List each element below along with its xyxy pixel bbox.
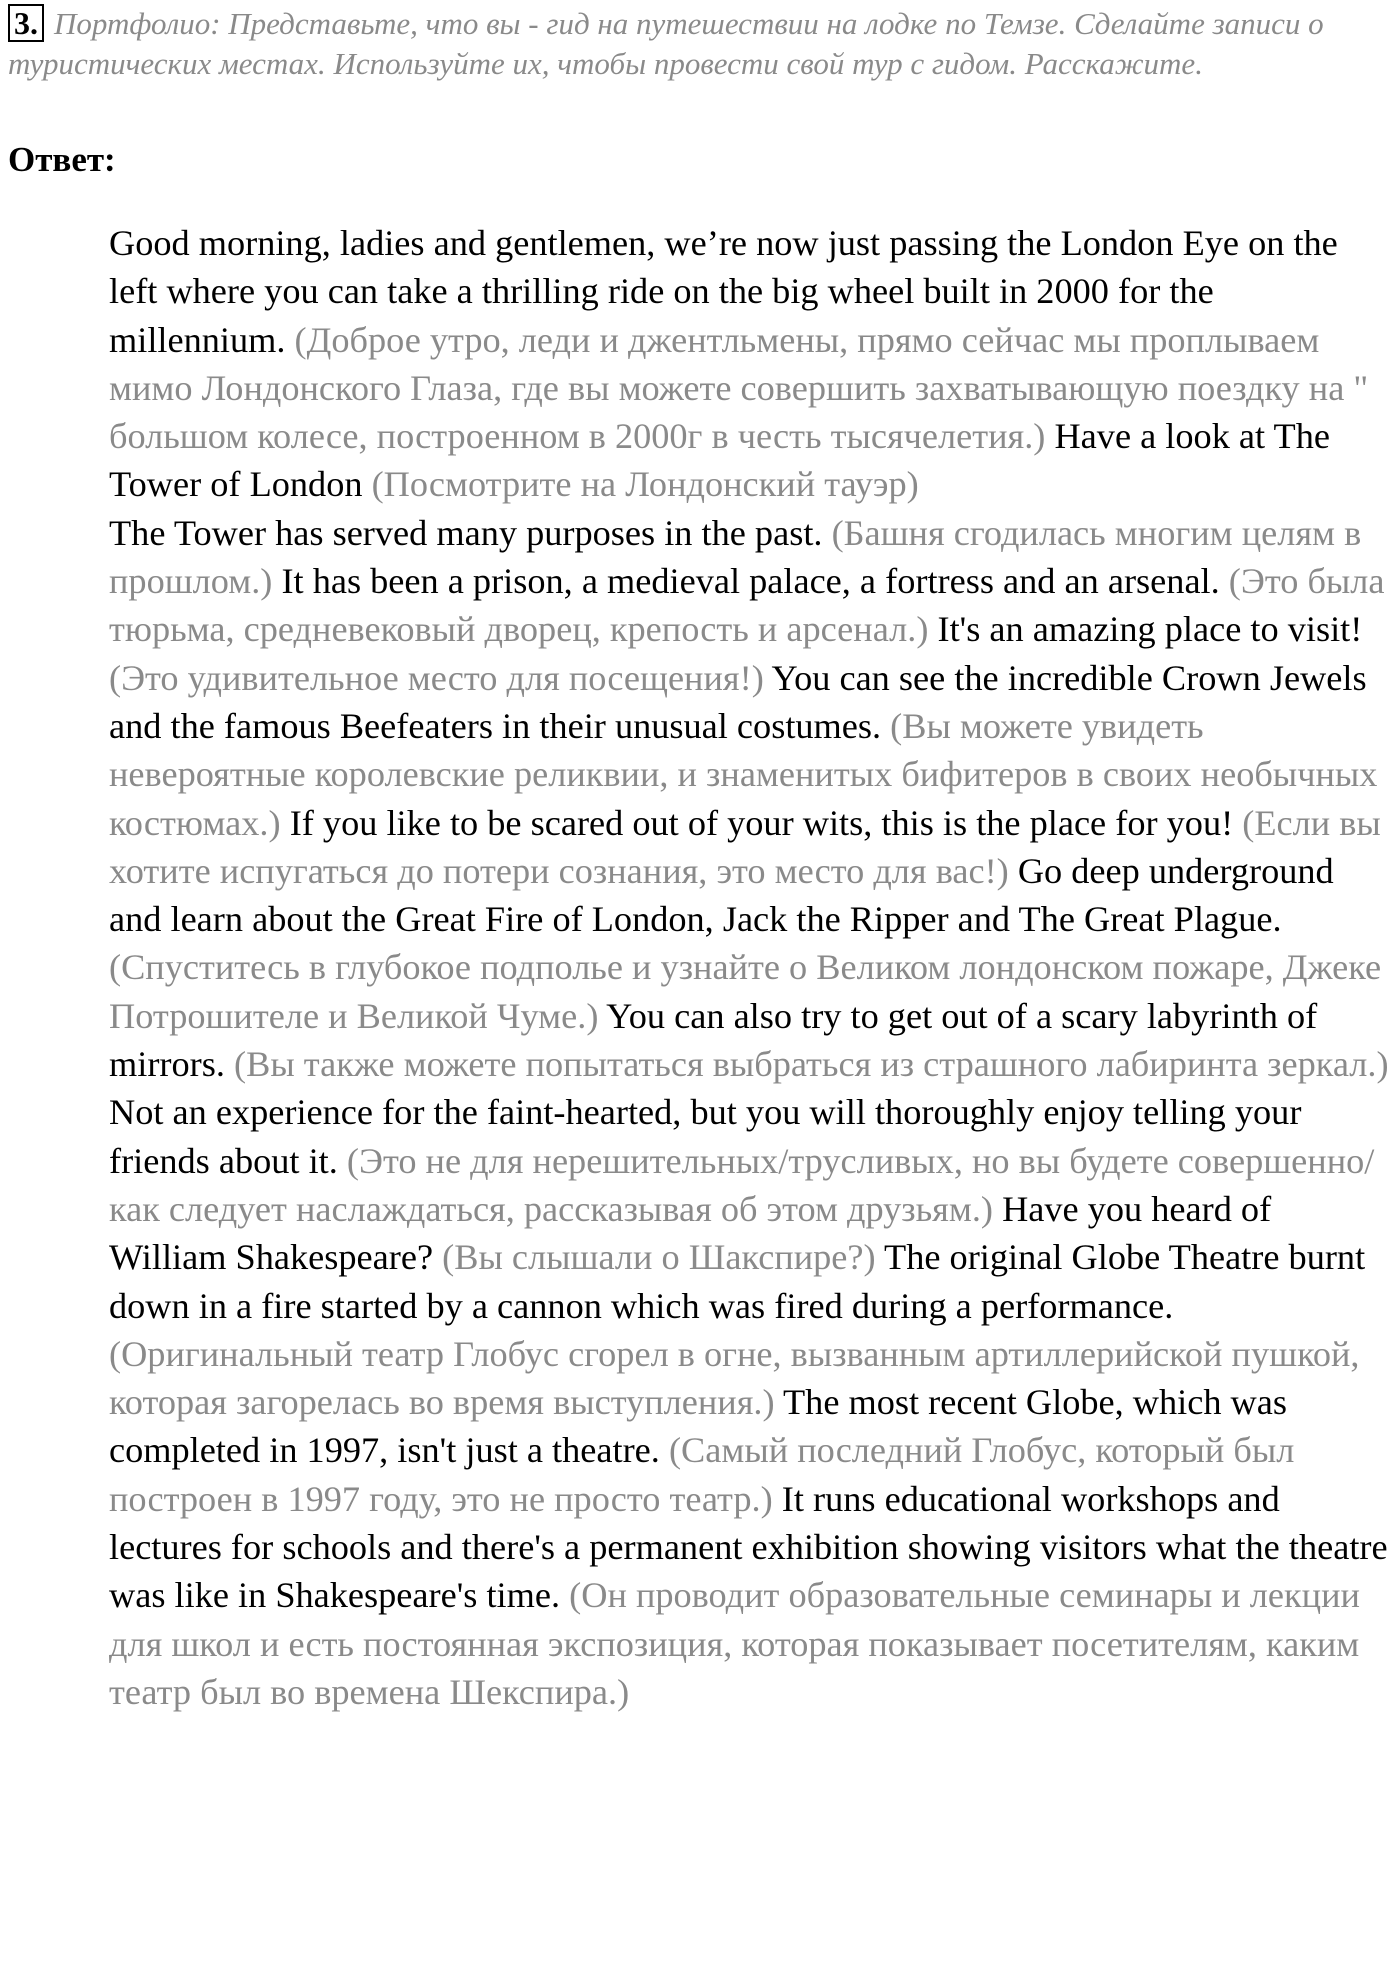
ru-translation: (Доброе утро, леди и джентльмены, прямо сейчас мы проплываем мимо Лондонского Глаза, где вы можете совершить захватывающую поездку на " большом колесе, построенном в 2000г в честь тысячелетия.): [109, 319, 1369, 457]
answer-text: [109, 219, 1394, 1716]
en-sentence: It's an amazing place to visit!: [937, 609, 1363, 650]
en-sentence: The original Globe Theatre burnt down in a fire started by a cannon which was fired during a performance.: [109, 1237, 1366, 1326]
en-sentence: Good morning, ladies and gentlemen, we’re now just passing the London Eye on the left where you can take a thrilling ride on the big wheel built in 2000 for the millennium.: [109, 223, 1338, 360]
task-number: 3.: [8, 4, 44, 42]
ru-translation: (Вы также можете попытаться выбраться из страшного лабиринта зеркал.): [234, 1044, 1389, 1085]
en-sentence: Not an experience for the faint-hearted, but you will thoroughly enjoy telling your friends about it.: [109, 1092, 1302, 1181]
ru-translation: (Вы можете увидеть невероятные королевские реликвии, и знаменитых бифитеров в своих необычных костюмах.): [109, 705, 1378, 843]
en-sentence: You can also try to get out of a scary labyrinth of mirrors.: [109, 995, 1318, 1085]
ru-translation: (Если вы хотите испугаться до потери сознания, это место для вас!): [109, 802, 1381, 891]
ru-translation: (Это не для нерешительных/трусливых, но вы будете совершенно/как следует наслаждаться, рассказывая об этом друзьям.): [109, 1140, 1375, 1229]
en-sentence: Go deep underground and learn about the Great Fire of London, Jack the Ripper and The Great Plague.: [109, 850, 1334, 940]
ru-translation: (Оригинальный театр Глобус сгорел в огне, вызванным артиллерийской пушкой, которая загорелась во время выступления.): [109, 1333, 1360, 1423]
ru-translation: (Посмотрите на Лондонский тауэр): [371, 464, 919, 505]
en-sentence: The most recent Globe, which was completed in 1997, isn't just a theatre.: [109, 1382, 1287, 1471]
ru-translation: (Спуститесь в глубокое подполье и узнайте о Великом лондонском пожаре, Джеке Потрошителе и Великой Чуме.): [109, 947, 1382, 1036]
ru-translation: (Самый последний Глобус, который был построен в 1997 году, это не просто театр.): [109, 1430, 1295, 1519]
en-sentence: Have you heard of William Shakespeare?: [109, 1188, 1272, 1278]
task-text: Портфолио: Представьте, что вы - гид на путешествии на лодке по Темзе. Сделайте записи о туристических местах. Используйте их, чтобы провести свой тур с гидом. Расскажите.: [8, 6, 1324, 81]
ru-translation: (Это была тюрьма, средневековый дворец, крепость и арсенал.): [109, 561, 1385, 650]
ru-translation: (Вы слышали о Шакспире?): [442, 1237, 876, 1278]
en-sentence: It runs educational workshops and lectures for schools and there's a permanent exhibition showing visitors what the theatre was like in Shakespeare's time.: [109, 1478, 1388, 1616]
en-sentence: It has been a prison, a medieval palace, a fortress and an arsenal.: [281, 561, 1220, 602]
task-statement: [8, 4, 1388, 84]
ru-translation: (Это удивительное место для посещения!): [109, 657, 764, 698]
en-sentence: If you like to be scared out of your wits, this is the place for you!: [289, 802, 1234, 843]
ru-translation: (Башня сгодилась многим целям в прошлом.): [109, 512, 1362, 602]
en-sentence: You can see the incredible Crown Jewels and the famous Beefeaters in their unusual costumes.: [109, 657, 1367, 746]
en-sentence: Have a look at The Tower of London: [109, 416, 1330, 505]
answer-label: Ответ:: [8, 140, 116, 179]
ru-translation: (Он проводит образовательные семинары и лекции для школ и есть постоянная экспозиция, которая показывает посетителям, каким театр был во времена Шекспира.): [109, 1575, 1360, 1712]
en-sentence: The Tower has served many purposes in the past.: [109, 512, 823, 553]
